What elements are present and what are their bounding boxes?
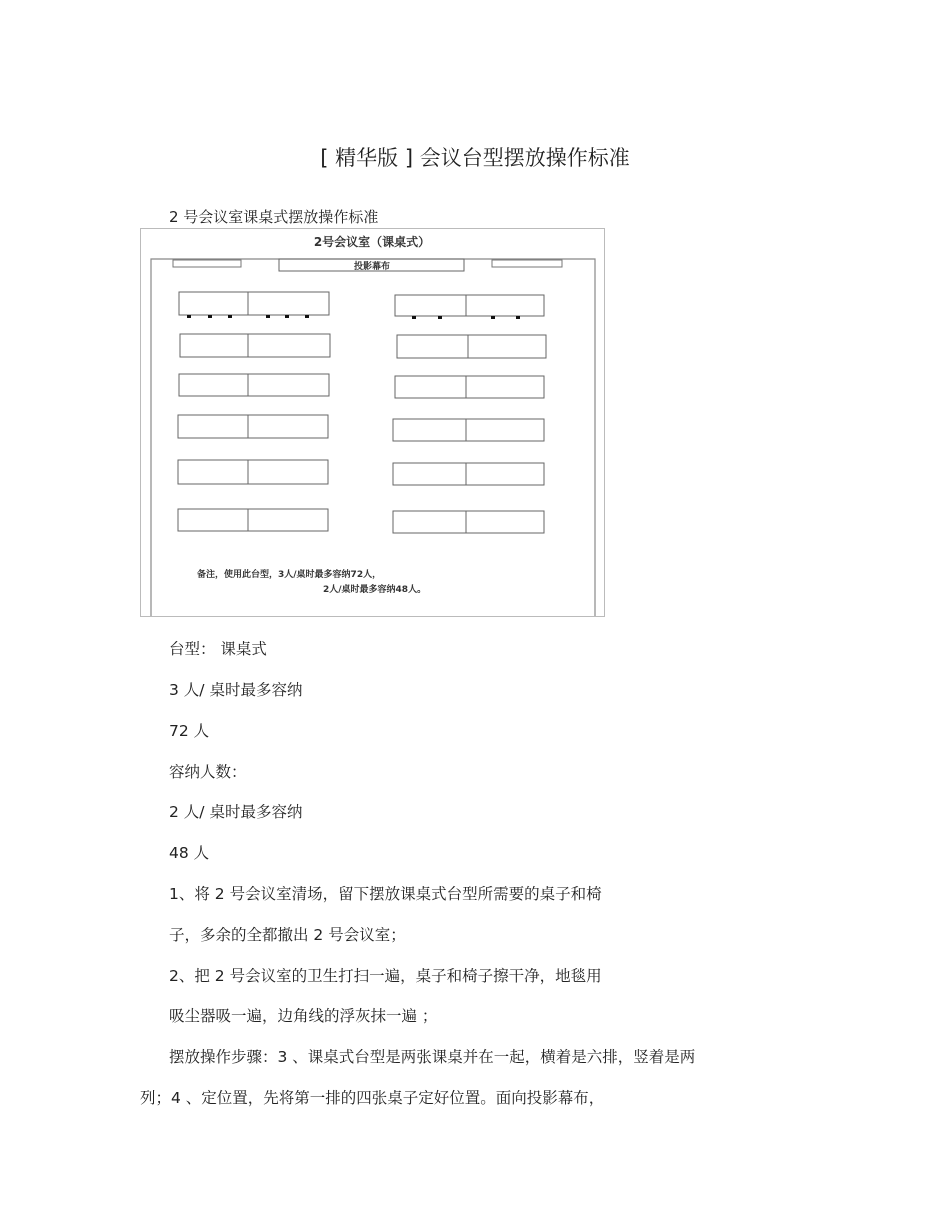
capacity-3-value: 72 人 (169, 722, 210, 740)
figure-note-line2: 2人/桌时最多容纳48人。 (323, 585, 427, 595)
step-1-line-1: 1、将 2 号会议室清场，留下摆放课桌式台型所需要的桌子和椅 (169, 885, 602, 903)
chair (266, 315, 270, 318)
step-2-line-2: 吸尘器吸一遍，边角线的浮灰抹一遍 ； (169, 1007, 438, 1025)
document-title: [ 精华版 ] 会议台型摆放操作标准 (320, 146, 630, 170)
chair (208, 315, 212, 318)
step-2-line-1: 2、把 2 号会议室的卫生打扫一遍，桌子和椅子擦干净，地毯用 (169, 967, 602, 985)
chair (412, 316, 416, 319)
chair (228, 315, 232, 318)
chair (187, 315, 191, 318)
layout-type: 台型： 课桌式 (169, 640, 267, 658)
chair (491, 316, 495, 319)
projection-screen-label: 投影幕布 (353, 262, 391, 272)
chair (285, 315, 289, 318)
figure-note-line1: 备注，使用此台型，3人/桌时最多容纳72人， (197, 570, 382, 580)
capacity-2-value: 48 人 (169, 844, 210, 862)
step-3-line-1: 摆放操作步骤：3 、课桌式台型是两张课桌并在一起，横着是六排，竖着是两 (169, 1048, 696, 1066)
step-3-line-2: 列；4 、定位置，先将第一排的四张桌子定好位置。面向投影幕布， (140, 1089, 605, 1107)
step-1-line-2: 子，多余的全都撤出 2 号会议室； (169, 926, 406, 944)
capacity-2-label: 2 人/ 桌时最多容纳 (169, 803, 303, 821)
section-heading: 2 号会议室课桌式摆放操作标准 (169, 208, 379, 226)
chair (516, 316, 520, 319)
figure-frame (141, 229, 605, 617)
capacity-label: 容纳人数： (169, 763, 247, 781)
capacity-3-label: 3 人/ 桌时最多容纳 (169, 681, 303, 699)
room-title: 2号会议室（课桌式） (313, 235, 431, 249)
chair (305, 315, 309, 318)
room-layout-diagram (140, 228, 605, 617)
chair (438, 316, 442, 319)
